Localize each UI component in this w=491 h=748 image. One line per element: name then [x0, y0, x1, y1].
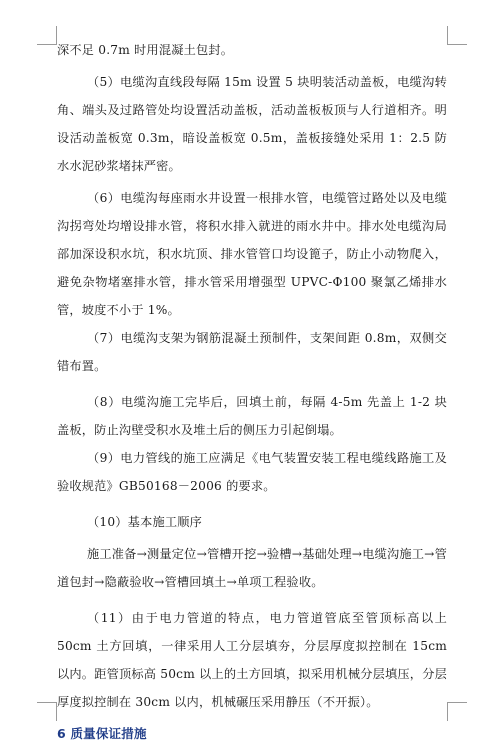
paragraph-construction-sequence: 施工准备→测量定位→管槽开挖→验槽→基础处理→电缆沟施工→管道包封→隐蔽验收→管槽回填土→单项工程验收。 [57, 547, 447, 589]
paragraph-item-5-cover-plates: （5）电缆沟直线段每隔 15m 设置 5 块明装活动盖板，电缆沟转角、端头及过路管处均设置活动盖板，活动盖板板顶与人行道相齐。明设活动盖板宽 0.3m，暗设盖板宽 0.5m，盖板接缝处采用 1：2.5 防水水泥砂浆堵抹严密。 [57, 75, 447, 173]
paragraph-item-9-standard: （9）电力管线的施工应满足《电气装置安装工程电缆线路施工及验收规范》GB50168－2006 的要求。 [57, 451, 447, 493]
paragraph-item-8-backfill: （8）电缆沟施工完毕后，回填土前，每隔 4-5m 先盖上 1-2 块盖板，防止沟壁受积水及堆土后的侧压力引起倒塌。 [57, 395, 447, 437]
paragraph-continuation: 深不足 0.7m 时用混凝土包封。 [57, 43, 234, 57]
crop-mark-bottom-left-horizontal [37, 702, 57, 703]
paragraph-item-7-brackets: （7）电缆沟支架为钢筋混凝土预制件，支架间距 0.8m，双侧交错布置。 [57, 331, 447, 373]
crop-mark-top-left-horizontal [37, 44, 57, 45]
document-body [57, 36, 447, 748]
paragraph-item-10-title: （10）基本施工顺序 [87, 515, 203, 529]
paragraph-item-6-drainage: （6）电缆沟每座雨水井设置一根排水管，电缆管过路处以及电缆沟拐弯处均增设排水管，将积水排入就进的雨水井中。排水处电缆沟局部加深设积水坑，积水坑顶、排水管管口均设篦子，防止小动物爬入，避免杂物堵塞排水管，排水管采用增强型 UPVC-Φ100 聚氯乙烯排水管，坡度不小于 1%。 [57, 191, 447, 317]
crop-mark-top-right-horizontal [447, 44, 467, 45]
crop-mark-bottom-right-vertical [447, 702, 448, 721]
crop-mark-top-right-vertical [447, 26, 448, 45]
section-heading: 6 质量保证措施 [57, 726, 147, 741]
paragraph-item-11-backfill-layers: （11）由于电力管道的特点，电力管道管底至管顶标高以上 50cm 土方回填，一律采用人工分层填夯，分层厚度拟控制在 15cm 以内。距管顶标高 50cm 以上的土方回填，拟采用机械分层填压，分层厚度拟控制在 30cm 以内，机械碾压采用静压（不开振）。 [57, 611, 447, 709]
crop-mark-bottom-right-horizontal [447, 702, 467, 703]
